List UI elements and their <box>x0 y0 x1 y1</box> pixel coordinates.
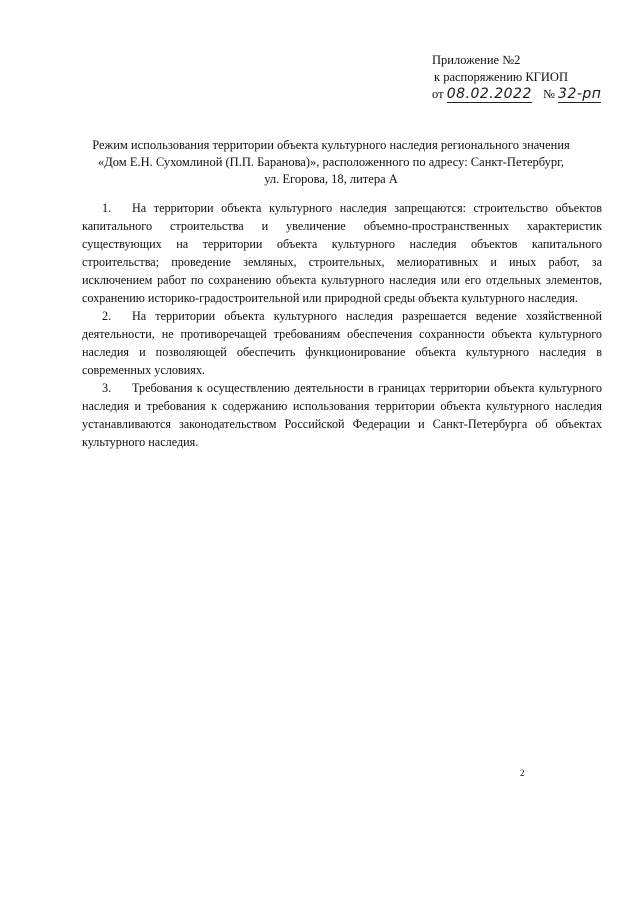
number-prefix: № <box>542 87 555 101</box>
page-mark: 2 <box>520 768 525 778</box>
paragraph-number: 2. <box>102 309 112 323</box>
paragraph-3 <box>82 379 602 451</box>
document-body <box>82 199 602 451</box>
date-prefix: от <box>432 87 444 101</box>
paragraph-2 <box>82 307 602 379</box>
title-line-3: ул. Егорова, 18, литера А <box>264 172 398 186</box>
document-title <box>60 137 602 188</box>
appendix-date-line <box>432 86 601 103</box>
paragraph-text: Требования к осуществлению деятельности в границах территории объекта культурного наследия и требования к содержанию использования территории объекта культурного наследия устанавливаются законодательством Российской Федерации и Санкт-Петербурга об объектах культурного наследия. <box>82 381 602 449</box>
handwritten-number: 32-рп <box>558 86 602 102</box>
appendix-header <box>432 52 601 103</box>
paragraph-text: На территории объекта культурного наследия разрешается ведение хозяйственной деятельности, не противоречащей требованиям обеспечения сохранности объекта культурного наследия и позволяющей обеспечить функционирование объекта культурного наследия в современных условиях. <box>82 309 602 377</box>
appendix-order-reference: к распоряжению КГИОП <box>434 70 568 84</box>
title-line-2: «Дом Е.Н. Сухомлиной (П.П. Баранова)», расположенного по адресу: Санкт-Петербург, <box>98 155 564 169</box>
paragraph-1 <box>82 199 602 307</box>
paragraph-number: 1. <box>102 201 112 215</box>
handwritten-date: 08.02.2022 <box>446 86 532 102</box>
appendix-title: Приложение №2 <box>432 53 521 67</box>
title-line-1: Режим использования территории объекта культурного наследия регионального значения <box>92 138 570 152</box>
paragraph-text: На территории объекта культурного наследия запрещаются: строительство объектов капитального строительства и увеличение объемно-пространственных характеристик существующих на территории объекта культурного наследия объектов капитального строительства; проведение земляных, строительных, мелиоративных и иных работ, за исключением работ по сохранению объекта культурного наследия или его отдельных элементов, сохранению историко-градостроительной или природной среды объекта культурного наследия. <box>82 201 602 305</box>
paragraph-number: 3. <box>102 381 112 395</box>
